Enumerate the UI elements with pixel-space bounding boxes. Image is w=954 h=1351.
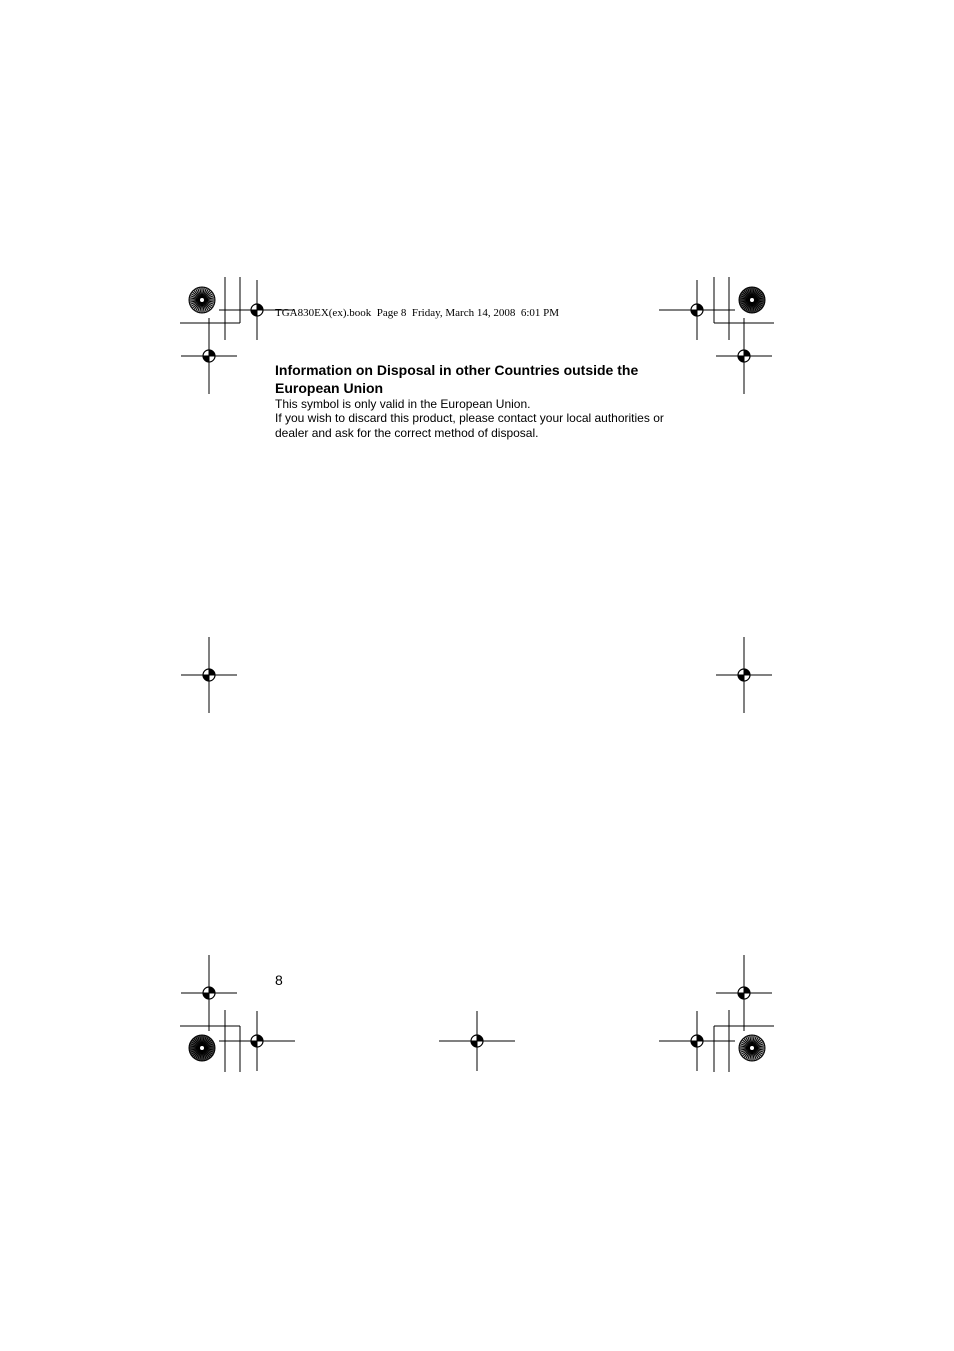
registration-crosshair-icon [439, 1011, 515, 1071]
registration-crosshair-icon [716, 955, 772, 1031]
page-number: 8 [275, 972, 283, 988]
registration-crosshair-icon [716, 637, 772, 713]
slug-line: TGA830EX(ex).book Page 8 Friday, March 14, 2008 6:01 PM [275, 307, 560, 319]
registration-crosshair-icon [181, 955, 237, 1031]
color-bar-starburst-icon [739, 287, 765, 313]
registration-crosshair-icon [716, 318, 772, 394]
registration-crosshair-icon [181, 318, 237, 394]
registration-crosshair-icon [659, 1011, 735, 1071]
color-bar-starburst-icon [189, 287, 215, 313]
section-heading: Information on Disposal in other Countries outside the European Union [275, 362, 639, 396]
registration-crosshair-icon [659, 280, 735, 340]
paragraph-eu-symbol: This symbol is only valid in the European Union. [275, 397, 531, 411]
registration-crosshair-icon [219, 1011, 295, 1071]
paragraph-discard-instructions: If you wish to discard this product, please contact your local authorities or dealer and ask for the correct method of disposal. [275, 411, 664, 440]
color-bar-starburst-icon [189, 1035, 215, 1061]
color-bar-starburst-icon [739, 1035, 765, 1061]
registration-crosshair-icon [181, 637, 237, 713]
